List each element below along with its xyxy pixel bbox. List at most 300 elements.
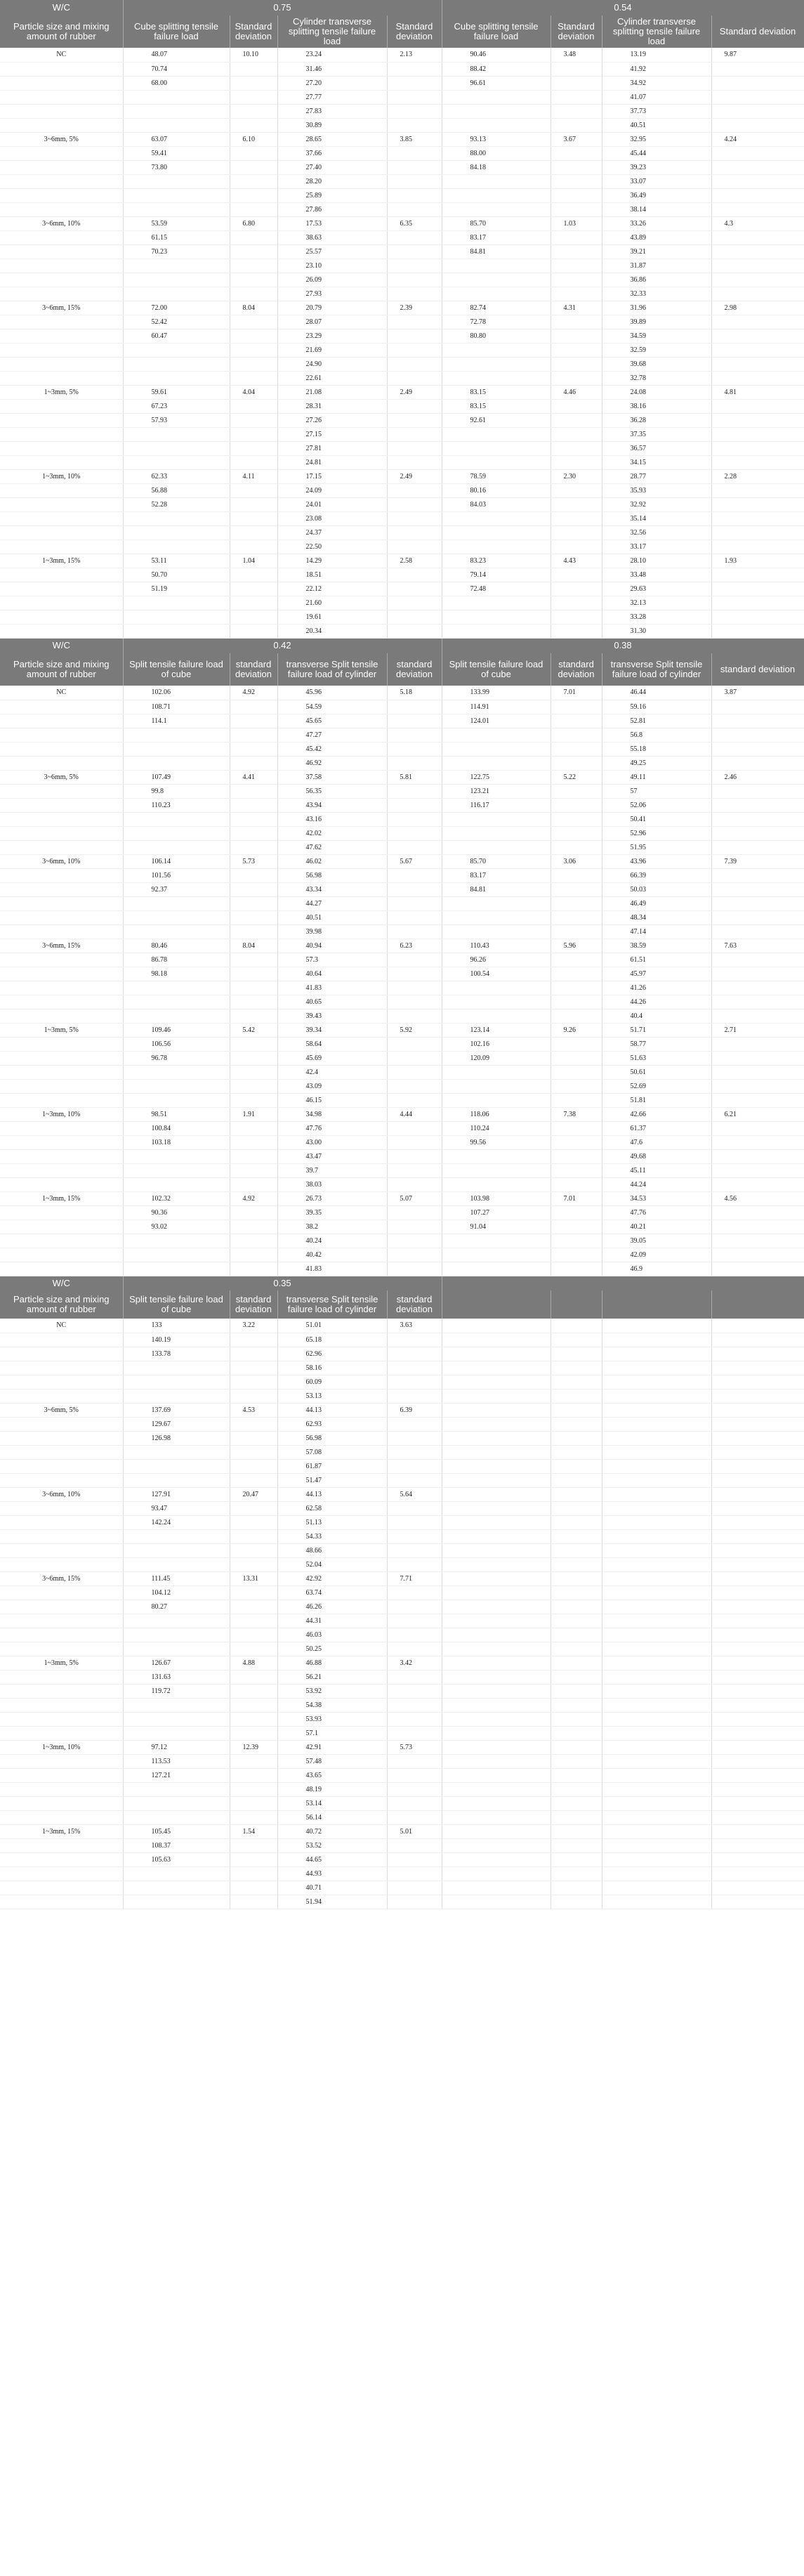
std-dev-cell xyxy=(387,1698,442,1712)
table-row xyxy=(0,1754,804,1768)
std-dev-cell xyxy=(387,1417,442,1431)
column-header: Standard deviation xyxy=(551,15,602,48)
std-dev-cell: 6.35 xyxy=(387,216,442,230)
load-cell xyxy=(442,1389,551,1403)
std-dev-cell xyxy=(230,1163,277,1177)
load-cell: 82.74 xyxy=(442,301,551,315)
std-dev-cell xyxy=(387,1093,442,1107)
load-cell xyxy=(442,90,551,104)
load-cell xyxy=(123,511,230,525)
column-header-row xyxy=(0,1290,804,1319)
table-row xyxy=(0,1684,804,1698)
std-dev-cell xyxy=(551,1754,602,1768)
load-cell xyxy=(602,1866,711,1881)
load-cell: 33.26 xyxy=(602,216,711,230)
load-cell xyxy=(442,1079,551,1093)
load-cell: 49.25 xyxy=(602,756,711,770)
load-cell: 80.80 xyxy=(442,329,551,343)
load-cell: 34.53 xyxy=(602,1191,711,1205)
std-dev-cell xyxy=(551,1248,602,1262)
std-dev-cell xyxy=(551,981,602,995)
std-dev-cell: 2.28 xyxy=(711,469,804,483)
std-dev-cell xyxy=(551,1403,602,1417)
std-dev-cell xyxy=(551,483,602,497)
load-cell xyxy=(442,596,551,610)
load-cell: 44.13 xyxy=(277,1403,387,1417)
load-cell: 21.60 xyxy=(277,596,387,610)
std-dev-cell xyxy=(387,1515,442,1529)
rubber-mix-label xyxy=(0,1473,123,1487)
rubber-mix-label xyxy=(0,413,123,427)
load-cell: 45.96 xyxy=(277,686,387,700)
load-cell: 24.08 xyxy=(602,385,711,399)
load-cell: 44.65 xyxy=(277,1852,387,1866)
rubber-mix-label xyxy=(0,568,123,582)
load-cell: 84.81 xyxy=(442,882,551,896)
load-cell: 34.98 xyxy=(277,1107,387,1121)
std-dev-cell xyxy=(551,826,602,840)
table-row xyxy=(0,1726,804,1740)
rubber-mix-label: NC xyxy=(0,686,123,700)
rubber-mix-label xyxy=(0,244,123,259)
table-row xyxy=(0,1698,804,1712)
load-cell xyxy=(442,896,551,910)
rubber-mix-label xyxy=(0,1009,123,1023)
std-dev-cell xyxy=(230,1431,277,1445)
std-dev-cell xyxy=(711,90,804,104)
rubber-mix-label xyxy=(0,483,123,497)
table-row xyxy=(0,1810,804,1824)
load-cell: 59.41 xyxy=(123,146,230,160)
std-dev-cell xyxy=(230,1529,277,1543)
rubber-mix-label xyxy=(0,1163,123,1177)
std-dev-cell xyxy=(711,1768,804,1782)
std-dev-cell xyxy=(551,1543,602,1557)
std-dev-cell xyxy=(230,1600,277,1614)
std-dev-cell xyxy=(551,610,602,624)
std-dev-cell xyxy=(230,1782,277,1796)
std-dev-cell xyxy=(230,1375,277,1389)
table-row xyxy=(0,469,804,483)
load-cell xyxy=(123,287,230,301)
rubber-mix-label xyxy=(0,1333,123,1347)
load-cell: 83.15 xyxy=(442,385,551,399)
load-cell: 98.51 xyxy=(123,1107,230,1121)
rubber-mix-label xyxy=(0,812,123,826)
load-cell xyxy=(123,840,230,854)
table-row xyxy=(0,924,804,939)
std-dev-cell xyxy=(230,1726,277,1740)
table-row xyxy=(0,1670,804,1684)
load-cell: 60.47 xyxy=(123,329,230,343)
std-dev-cell xyxy=(551,742,602,756)
table-row xyxy=(0,967,804,981)
table-row xyxy=(0,1838,804,1852)
load-cell: 40.4 xyxy=(602,1009,711,1023)
table-row xyxy=(0,939,804,953)
load-cell: 80.46 xyxy=(123,939,230,953)
table-row xyxy=(0,1009,804,1023)
load-cell xyxy=(442,427,551,441)
load-cell xyxy=(442,1557,551,1571)
load-cell xyxy=(602,1614,711,1628)
load-cell: 50.61 xyxy=(602,1065,711,1079)
table-row xyxy=(0,610,804,624)
std-dev-cell xyxy=(551,1782,602,1796)
std-dev-cell xyxy=(711,1473,804,1487)
std-dev-cell xyxy=(711,840,804,854)
load-cell: 116.17 xyxy=(442,798,551,812)
load-cell: 22.50 xyxy=(277,540,387,554)
load-cell: 57.3 xyxy=(277,953,387,967)
rubber-mix-label xyxy=(0,596,123,610)
table-row xyxy=(0,413,804,427)
load-cell xyxy=(442,826,551,840)
std-dev-cell: 7.71 xyxy=(387,1571,442,1586)
load-cell xyxy=(442,1473,551,1487)
load-cell: 54.38 xyxy=(277,1698,387,1712)
load-cell: 25.89 xyxy=(277,188,387,202)
rubber-mix-label xyxy=(0,700,123,714)
std-dev-cell xyxy=(387,1361,442,1375)
load-cell xyxy=(123,1459,230,1473)
load-cell: 40.94 xyxy=(277,939,387,953)
load-cell: 51.95 xyxy=(602,840,711,854)
rubber-mix-label xyxy=(0,1149,123,1163)
std-dev-cell: 4.88 xyxy=(230,1656,277,1670)
table-row xyxy=(0,1586,804,1600)
table-row xyxy=(0,1037,804,1051)
std-dev-cell: 13.31 xyxy=(230,1571,277,1586)
load-cell: 62.33 xyxy=(123,469,230,483)
std-dev-cell xyxy=(387,1473,442,1487)
std-dev-cell xyxy=(230,399,277,413)
std-dev-cell xyxy=(711,582,804,596)
load-cell: 40.72 xyxy=(277,1824,387,1838)
std-dev-cell xyxy=(551,1529,602,1543)
load-cell: 84.81 xyxy=(442,244,551,259)
load-cell: 40.64 xyxy=(277,967,387,981)
column-header: Cylinder transverse splitting tensile failure load xyxy=(277,15,387,48)
std-dev-cell xyxy=(230,371,277,385)
rubber-mix-label xyxy=(0,582,123,596)
rubber-mix-label: 3~6mm, 5% xyxy=(0,1403,123,1417)
std-dev-cell xyxy=(551,174,602,188)
std-dev-cell xyxy=(711,1712,804,1726)
table-row xyxy=(0,511,804,525)
std-dev-cell xyxy=(387,826,442,840)
load-cell: 62.93 xyxy=(277,1417,387,1431)
std-dev-cell xyxy=(551,728,602,742)
wc-value-left: 0.35 xyxy=(123,1276,442,1290)
std-dev-cell xyxy=(230,826,277,840)
load-cell xyxy=(602,1445,711,1459)
std-dev-cell: 4.81 xyxy=(711,385,804,399)
table-row xyxy=(0,1473,804,1487)
std-dev-cell xyxy=(711,371,804,385)
std-dev-cell xyxy=(711,610,804,624)
std-dev-cell xyxy=(230,714,277,728)
load-cell xyxy=(442,1487,551,1501)
load-cell xyxy=(442,188,551,202)
load-cell: 85.70 xyxy=(442,216,551,230)
load-cell xyxy=(442,1262,551,1276)
std-dev-cell xyxy=(551,924,602,939)
load-cell: 46.03 xyxy=(277,1628,387,1642)
load-cell: 142.24 xyxy=(123,1515,230,1529)
std-dev-cell xyxy=(551,1093,602,1107)
std-dev-cell xyxy=(711,910,804,924)
std-dev-cell: 7.38 xyxy=(551,1107,602,1121)
std-dev-cell xyxy=(387,259,442,273)
load-cell xyxy=(442,1515,551,1529)
rubber-mix-label xyxy=(0,1093,123,1107)
column-header: Particle size and mixing amount of rubber xyxy=(0,1290,123,1319)
load-cell: 40.51 xyxy=(277,910,387,924)
std-dev-cell xyxy=(230,118,277,132)
table-row xyxy=(0,756,804,770)
load-cell: 47.62 xyxy=(277,840,387,854)
std-dev-cell xyxy=(387,427,442,441)
std-dev-cell xyxy=(387,160,442,174)
load-cell: 43.94 xyxy=(277,798,387,812)
table-row xyxy=(0,1796,804,1810)
std-dev-cell xyxy=(387,1684,442,1698)
std-dev-cell xyxy=(551,118,602,132)
load-cell xyxy=(602,1417,711,1431)
std-dev-cell xyxy=(387,1726,442,1740)
load-cell: 53.52 xyxy=(277,1838,387,1852)
std-dev-cell xyxy=(230,497,277,511)
load-cell: 120.09 xyxy=(442,1051,551,1065)
std-dev-cell xyxy=(711,596,804,610)
table-row xyxy=(0,540,804,554)
std-dev-cell: 6.21 xyxy=(711,1107,804,1121)
rubber-mix-label xyxy=(0,1375,123,1389)
std-dev-cell xyxy=(711,1135,804,1149)
load-cell xyxy=(123,1009,230,1023)
std-dev-cell xyxy=(387,1810,442,1824)
load-cell xyxy=(123,1895,230,1909)
table-row xyxy=(0,259,804,273)
load-cell xyxy=(442,441,551,455)
wc-value-left: 0.75 xyxy=(123,0,442,15)
std-dev-cell xyxy=(230,1473,277,1487)
load-cell: 126.67 xyxy=(123,1656,230,1670)
std-dev-cell xyxy=(711,742,804,756)
load-cell: 131.63 xyxy=(123,1670,230,1684)
table-row xyxy=(0,854,804,868)
std-dev-cell xyxy=(551,188,602,202)
rubber-mix-label xyxy=(0,995,123,1009)
std-dev-cell xyxy=(711,1121,804,1135)
std-dev-cell xyxy=(230,1093,277,1107)
load-cell: 33.17 xyxy=(602,540,711,554)
std-dev-cell xyxy=(387,882,442,896)
std-dev-cell xyxy=(230,287,277,301)
std-dev-cell xyxy=(551,1163,602,1177)
std-dev-cell xyxy=(711,483,804,497)
load-cell xyxy=(442,1319,551,1333)
std-dev-cell xyxy=(387,1009,442,1023)
std-dev-cell xyxy=(551,1515,602,1529)
std-dev-cell xyxy=(387,525,442,540)
std-dev-cell xyxy=(711,1248,804,1262)
std-dev-cell xyxy=(230,1810,277,1824)
std-dev-cell xyxy=(711,1262,804,1276)
std-dev-cell: 3.42 xyxy=(387,1656,442,1670)
std-dev-cell xyxy=(230,1149,277,1163)
load-cell: 96.26 xyxy=(442,953,551,967)
std-dev-cell xyxy=(711,427,804,441)
std-dev-cell xyxy=(551,244,602,259)
table-row xyxy=(0,896,804,910)
std-dev-cell xyxy=(551,1177,602,1191)
load-cell: 137.69 xyxy=(123,1403,230,1417)
load-cell xyxy=(123,981,230,995)
rubber-mix-label: 3~6mm, 15% xyxy=(0,301,123,315)
load-cell: 44.13 xyxy=(277,1487,387,1501)
std-dev-cell xyxy=(551,568,602,582)
std-dev-cell xyxy=(230,1177,277,1191)
load-cell: 38.16 xyxy=(602,399,711,413)
table-row xyxy=(0,62,804,76)
load-cell: 23.24 xyxy=(277,48,387,62)
std-dev-cell xyxy=(711,896,804,910)
load-cell: 83.15 xyxy=(442,399,551,413)
std-dev-cell xyxy=(230,1670,277,1684)
std-dev-cell xyxy=(711,1009,804,1023)
table-row xyxy=(0,582,804,596)
table-row xyxy=(0,1571,804,1586)
load-cell: 100.84 xyxy=(123,1121,230,1135)
rubber-mix-label xyxy=(0,624,123,638)
table-row xyxy=(0,455,804,469)
rubber-mix-label xyxy=(0,953,123,967)
load-cell xyxy=(123,1234,230,1248)
rubber-mix-label xyxy=(0,399,123,413)
table-row xyxy=(0,427,804,441)
load-cell xyxy=(123,174,230,188)
table-row xyxy=(0,1121,804,1135)
std-dev-cell xyxy=(551,497,602,511)
load-cell: 23.08 xyxy=(277,511,387,525)
std-dev-cell: 4.04 xyxy=(230,385,277,399)
std-dev-cell xyxy=(711,568,804,582)
std-dev-cell xyxy=(387,1614,442,1628)
std-dev-cell xyxy=(711,160,804,174)
load-cell: 59.16 xyxy=(602,700,711,714)
std-dev-cell xyxy=(711,1347,804,1361)
load-cell xyxy=(123,624,230,638)
load-cell: 83.23 xyxy=(442,554,551,568)
load-cell xyxy=(442,1375,551,1389)
std-dev-cell xyxy=(387,981,442,995)
std-dev-cell xyxy=(387,596,442,610)
table-row xyxy=(0,1768,804,1782)
load-cell: 38.63 xyxy=(277,230,387,244)
std-dev-cell xyxy=(230,1852,277,1866)
table-row xyxy=(0,798,804,812)
std-dev-cell xyxy=(711,540,804,554)
std-dev-cell xyxy=(551,525,602,540)
std-dev-cell xyxy=(230,910,277,924)
std-dev-cell xyxy=(551,756,602,770)
std-dev-cell xyxy=(230,1586,277,1600)
load-cell: 27.26 xyxy=(277,413,387,427)
table-row xyxy=(0,1389,804,1403)
rubber-mix-label xyxy=(0,1866,123,1881)
load-cell: 48.66 xyxy=(277,1543,387,1557)
load-cell: 88.42 xyxy=(442,62,551,76)
rubber-mix-label xyxy=(0,259,123,273)
rubber-mix-label xyxy=(0,1431,123,1445)
std-dev-cell xyxy=(230,1333,277,1347)
load-cell: 42.91 xyxy=(277,1740,387,1754)
std-dev-cell: 2.98 xyxy=(711,301,804,315)
std-dev-cell xyxy=(230,357,277,371)
load-cell xyxy=(123,525,230,540)
load-cell: 44.26 xyxy=(602,995,711,1009)
std-dev-cell xyxy=(387,371,442,385)
load-cell: 51.63 xyxy=(602,1051,711,1065)
std-dev-cell xyxy=(711,1333,804,1347)
load-cell: 65.18 xyxy=(277,1333,387,1347)
load-cell: 41.92 xyxy=(602,62,711,76)
load-cell xyxy=(123,202,230,216)
table-row xyxy=(0,1361,804,1375)
load-cell: 46.15 xyxy=(277,1093,387,1107)
load-cell: 80.16 xyxy=(442,483,551,497)
rubber-mix-label xyxy=(0,714,123,728)
std-dev-cell xyxy=(711,1431,804,1445)
std-dev-cell xyxy=(711,1557,804,1571)
load-cell: 129.67 xyxy=(123,1417,230,1431)
load-cell: 79.14 xyxy=(442,568,551,582)
load-cell xyxy=(442,1065,551,1079)
std-dev-cell: 1.93 xyxy=(711,554,804,568)
wc-label: W/C xyxy=(0,638,123,653)
load-cell: 45.97 xyxy=(602,967,711,981)
load-cell xyxy=(442,511,551,525)
std-dev-cell xyxy=(230,1205,277,1220)
load-cell: 38.59 xyxy=(602,939,711,953)
std-dev-cell xyxy=(711,1445,804,1459)
load-cell xyxy=(123,1726,230,1740)
load-cell xyxy=(602,1881,711,1895)
std-dev-cell xyxy=(230,1895,277,1909)
rubber-mix-label xyxy=(0,202,123,216)
rubber-mix-label xyxy=(0,188,123,202)
load-cell: 110.43 xyxy=(442,939,551,953)
std-dev-cell xyxy=(387,1866,442,1881)
rubber-mix-label xyxy=(0,1037,123,1051)
load-cell: 41.83 xyxy=(277,981,387,995)
table-row xyxy=(0,1262,804,1276)
load-cell xyxy=(442,840,551,854)
load-cell: 46.26 xyxy=(277,1600,387,1614)
table-row xyxy=(0,1248,804,1262)
load-cell: 53.11 xyxy=(123,554,230,568)
std-dev-cell xyxy=(711,1740,804,1754)
load-cell: 57.48 xyxy=(277,1754,387,1768)
std-dev-cell xyxy=(711,287,804,301)
load-cell xyxy=(442,1333,551,1347)
load-cell: 44.27 xyxy=(277,896,387,910)
load-cell: 40.24 xyxy=(277,1234,387,1248)
load-cell xyxy=(123,371,230,385)
std-dev-cell: 5.81 xyxy=(387,770,442,784)
